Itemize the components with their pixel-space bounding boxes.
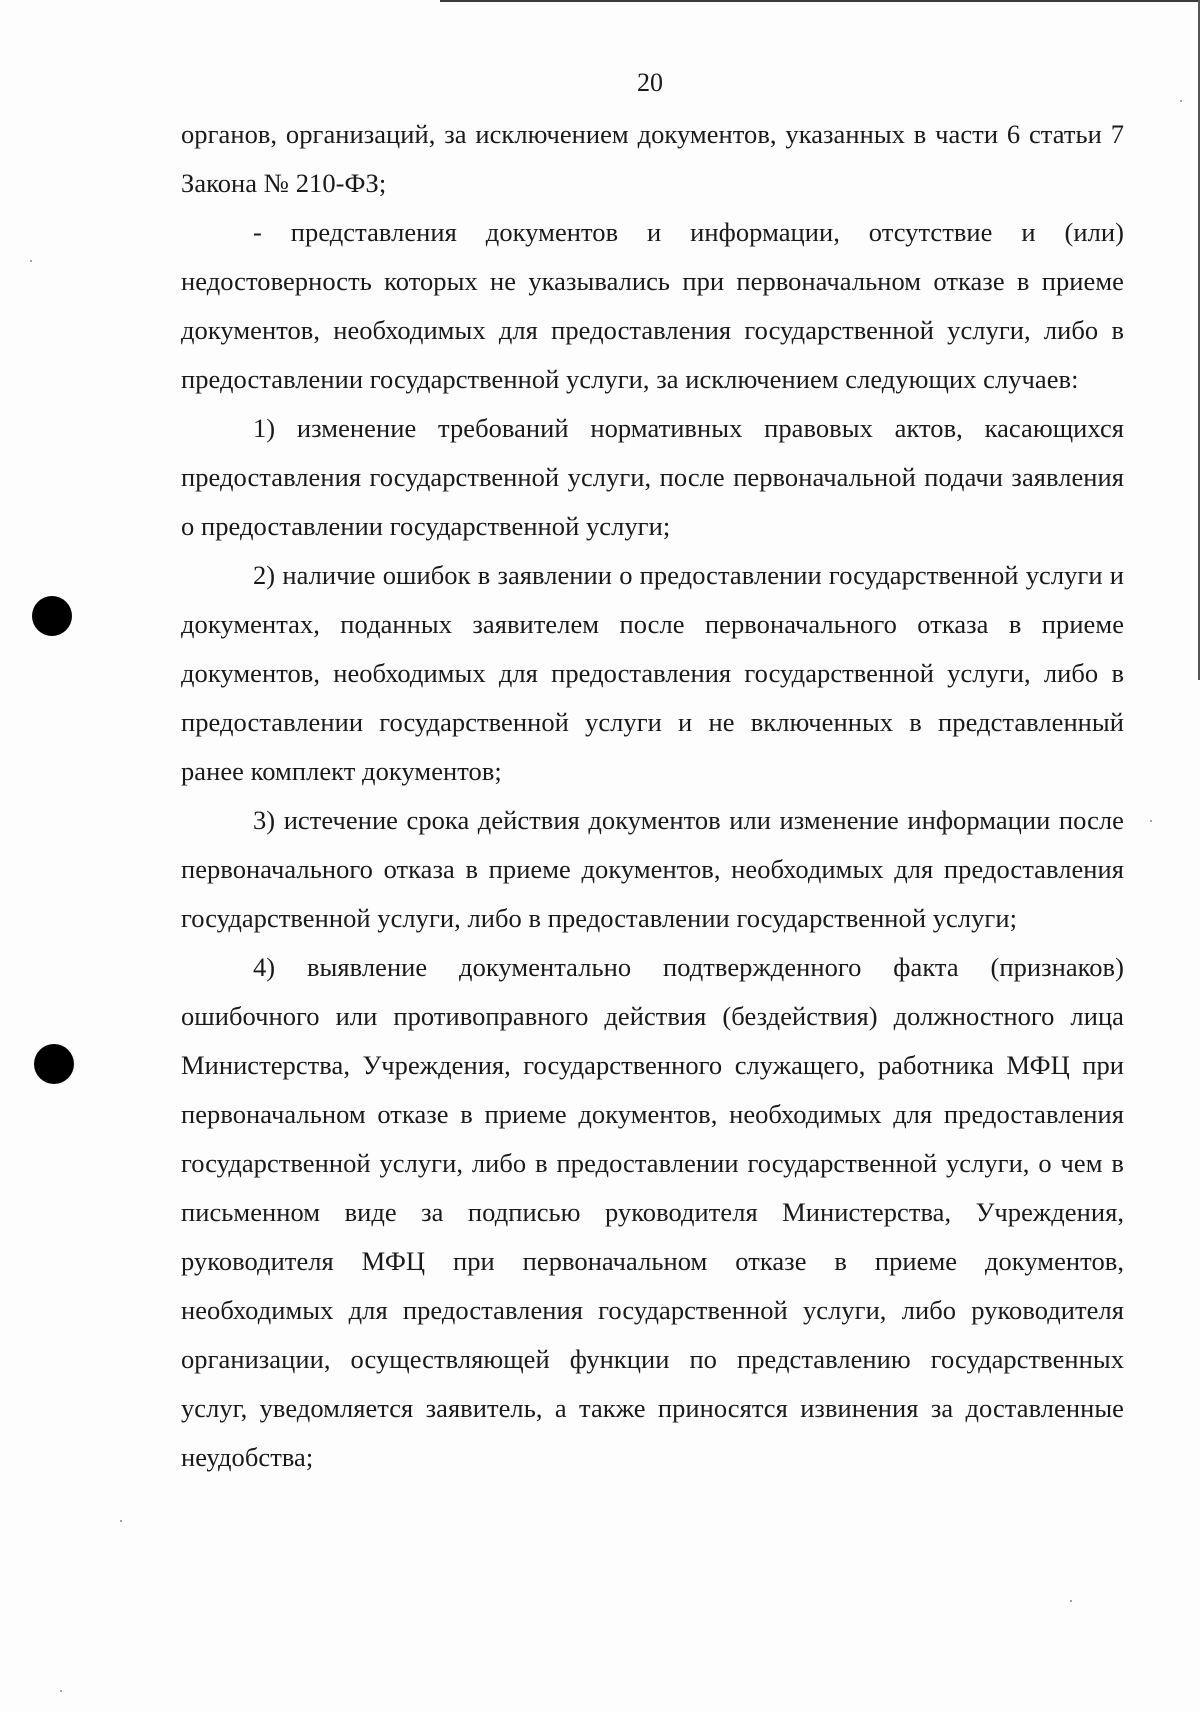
scan-top-edge — [440, 0, 1200, 2]
list-item-paragraph: 4) выявление документально подтвержденного факта (признаков) ошибочного или противоправного действия (бездействия) должностного лица Министерства, Учреждения, государственного служащего, работника МФЦ при первоначальном отказе в приеме документов, необходимых для предоставления государственной услуги, либо в предоставлении государственной услуги, о чем в письменном виде за подписью руководителя Министерства, Учреждения, руководителя МФЦ при первоначальном отказе в приеме документов, необходимых для предоставления государственной услуги, либо руководителя организации, осуществляющей функции по представлению государственных услуг, уведомляется заявитель, а также приносятся извинения за доставленные неудобства; — [181, 952, 1124, 1472]
paragraph: органов, организаций, за исключением документов, указанных в части 6 статьи 7 Закона № 210-ФЗ; — [181, 119, 1124, 198]
punch-hole-mark — [34, 1044, 74, 1084]
scan-speck — [120, 1520, 122, 1522]
scan-speck — [1070, 1600, 1072, 1602]
list-item-paragraph: 1) изменение требований нормативных правовых актов, касающихся предоставления государственной услуги, после первоначальной подачи заявления о предоставлении государственной услуги; — [181, 413, 1124, 541]
paragraph: - представления документов и информации, отсутствие и (или) недостоверность которых не указывались при первоначальном отказе в приеме документов, необходимых для предоставления государственной услуги, либо в предоставлении государственной услуги, за исключением следующих случаев: — [181, 217, 1124, 394]
page-number: 20 — [637, 68, 663, 97]
scan-speck — [1150, 820, 1152, 822]
list-item-paragraph: 3) истечение срока действия документов или изменение информации после первоначального отказа в приеме документов, необходимых для предоставления государственной услуги, либо в предоставлении государственной услуги; — [181, 805, 1124, 933]
scan-speck — [30, 260, 32, 262]
punch-hole-mark — [32, 596, 72, 636]
scan-speck — [1180, 100, 1182, 102]
list-item-paragraph: 2) наличие ошибок в заявлении о предоставлении государственной услуги и документах, поданных заявителем после первоначального отказа в приеме документов, необходимых для предоставления государственной услуги, либо в предоставлении государственной услуги и не включенных в представленный ранее комплект документов; — [181, 560, 1124, 786]
document-body — [181, 110, 1124, 1482]
scan-speck — [60, 1690, 62, 1692]
